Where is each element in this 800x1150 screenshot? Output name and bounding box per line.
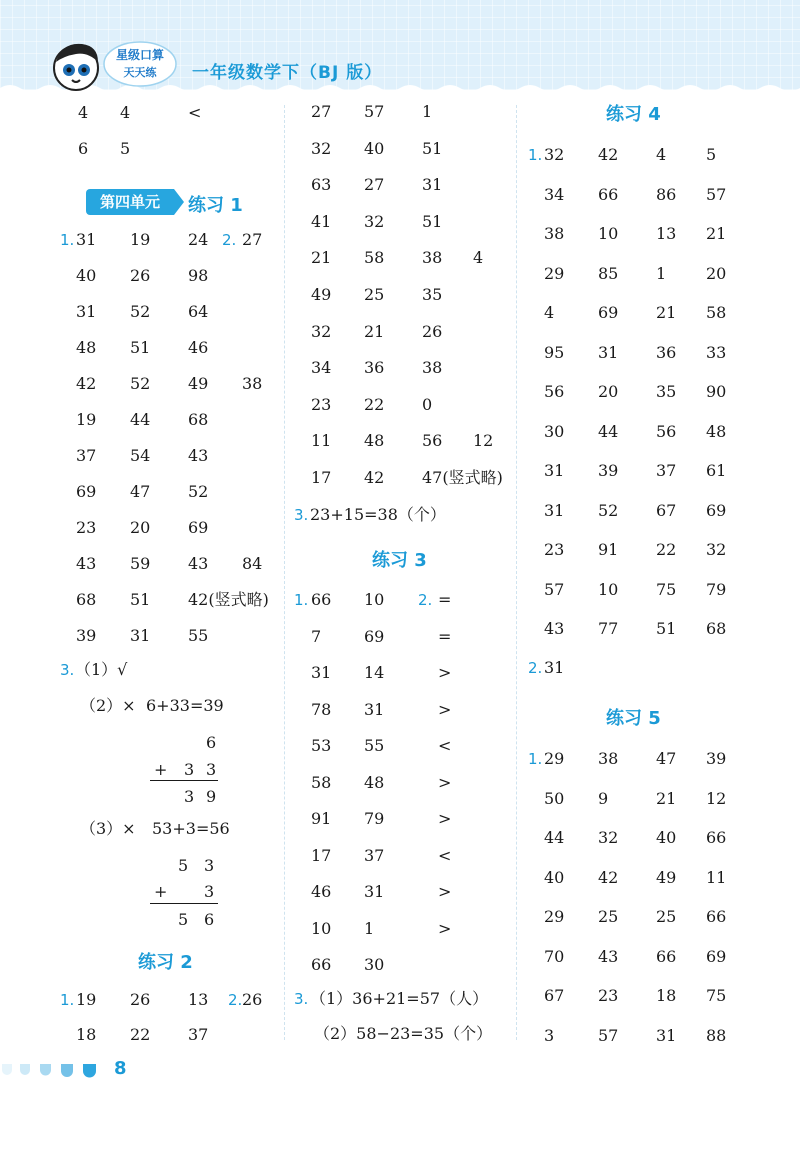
answer-cell: 51 [130, 338, 151, 357]
answer-cell: 13 [656, 224, 677, 243]
page-number: 8 [114, 1058, 127, 1079]
answer-cell: > [438, 772, 452, 792]
answer-cell: 68 [76, 590, 97, 609]
answer-cell: 84 [242, 554, 263, 573]
vertical-digit: 9 [206, 787, 217, 806]
answer-cell: 19 [76, 410, 97, 429]
answer-cell: 55 [188, 626, 209, 645]
answer-cell: 91 [598, 540, 619, 559]
vertical-digit: 3 [184, 787, 195, 806]
answer-cell: 0 [422, 394, 433, 414]
answer-3-1: （1）√ [75, 660, 128, 679]
answer-cell: 48 [364, 431, 385, 451]
exercise-3-title: 练习 3 [372, 550, 427, 571]
vertical-digit: 5 [178, 910, 189, 929]
brand-line1: 星级口算 [115, 48, 164, 62]
answer-cell: 36 [656, 342, 677, 362]
answer-cell: 57 [706, 184, 727, 204]
answer-cell: 18 [656, 986, 677, 1005]
answer-cell: 32 [311, 138, 332, 158]
answer-cell: 10 [311, 918, 332, 938]
answer-cell: 31 [656, 1025, 677, 1045]
answer-cell: 66 [656, 946, 677, 966]
answer-cell: 47 [130, 482, 151, 501]
answer-cell: 95 [544, 342, 565, 362]
answer-cell: 58 [706, 303, 727, 322]
answer-cell: < [438, 736, 452, 755]
brand-badge [100, 38, 180, 90]
answer-cell: 10 [598, 224, 619, 243]
answer-3-3-equation: 53+3=56 [152, 819, 230, 838]
answer-cell: 47 [656, 749, 677, 768]
answer-cell: 50 [544, 788, 565, 808]
answer-cell: 31 [76, 302, 97, 321]
answer-cell: 57 [598, 1025, 619, 1045]
answer-cell: 52 [130, 374, 151, 393]
answer-cell: 25 [364, 285, 385, 304]
vertical-digit: 6 [206, 733, 217, 752]
question-number: 2. [222, 231, 237, 249]
answer-cell: 27 [364, 175, 385, 195]
answer-cell: 53 [311, 736, 332, 755]
answer-cell: 59 [130, 554, 151, 573]
answer-cell: 66 [311, 590, 332, 609]
answer-cell: < [438, 845, 452, 865]
answer-cell: 34 [544, 184, 565, 204]
answer-cell: 10 [364, 590, 385, 609]
answer-cell: 58 [364, 248, 385, 268]
answer-cell: 18 [76, 1025, 97, 1044]
answer-cell: 48 [76, 338, 97, 357]
answer-cell: 51 [656, 619, 677, 638]
answer-cell: 46 [311, 882, 332, 901]
vertical-digit: 5 [178, 856, 189, 875]
answer-cell: 6 [78, 139, 89, 158]
answer-cell: 35 [656, 382, 677, 401]
answer-cell: 69 [188, 518, 209, 537]
question-number: 1. [528, 146, 543, 164]
answer-cell: 14 [364, 663, 385, 682]
answer-cell: 49 [311, 285, 332, 304]
answer-cell: 70 [544, 946, 565, 966]
answer-cell: 68 [188, 410, 209, 429]
answer-cell: 67 [544, 986, 565, 1005]
question-number: 2. [528, 659, 543, 677]
vertical-digit: 6 [204, 910, 215, 929]
answer-cell: 38 [242, 374, 263, 393]
answer-cell: 21 [706, 224, 727, 243]
answer-3-3-1: （1）36+21=57（人） [310, 989, 489, 1008]
answer-cell: 1 [422, 102, 433, 121]
answer-cell: 35 [422, 285, 443, 304]
answer-cell: 19 [130, 230, 151, 249]
question-number: 1. [60, 231, 75, 249]
answer-cell: 44 [544, 828, 565, 847]
vertical-digit: 3 [204, 882, 215, 901]
answer-cell: 68 [706, 619, 727, 638]
answer-cell: 20 [706, 263, 727, 283]
answer-cell: 42 [598, 867, 619, 887]
answer-3-2-mark: （2）× [80, 696, 136, 715]
answer-cell: 9 [598, 788, 609, 808]
answer-cell: 66 [706, 828, 727, 847]
brand-line2: 天天练 [123, 66, 157, 79]
answer-cell: 31 [598, 342, 619, 362]
answer-cell: 34 [311, 358, 332, 378]
sum-line [150, 903, 218, 904]
answer-3-3-2: （2）58−23=35（个） [314, 1024, 493, 1043]
answer-cell: 24 [188, 230, 209, 249]
answer-cell: 20 [130, 518, 151, 537]
answer-cell: 88 [706, 1025, 727, 1045]
answer-cell: 69 [76, 482, 97, 501]
answer-cell: 67 [656, 500, 677, 520]
answer-cell: 55 [364, 736, 385, 755]
answer-cell: 51 [422, 211, 443, 231]
answer-cell: 22 [656, 540, 677, 559]
answer-cell: 75 [706, 986, 727, 1005]
answer-cell: 43 [544, 619, 565, 638]
answer-cell: 27 [311, 102, 332, 121]
answer-cell: > [438, 699, 452, 719]
answer-cell: 91 [311, 809, 332, 828]
answer-cell: 3 [544, 1025, 555, 1045]
answer-cell: 46 [188, 338, 209, 357]
answer-cell: 32 [364, 211, 385, 231]
answer-cell: 79 [706, 579, 727, 599]
answer-cell: 47(竖式略) [422, 468, 503, 487]
answer-cell: 52 [188, 482, 209, 501]
vertical-digit: 3 [184, 760, 195, 779]
answer-cell: 40 [544, 867, 565, 887]
answer-cell: 79 [364, 809, 385, 828]
answer-cell: 12 [473, 431, 494, 451]
answer-cell: 66 [706, 907, 727, 926]
answer-cell: 40 [364, 138, 385, 158]
answer-cell: 49 [656, 867, 677, 887]
answer-cell: 40 [656, 828, 677, 847]
answer-cell: 29 [544, 749, 565, 768]
question-number: 1. [60, 991, 75, 1009]
answer-cell: 17 [311, 845, 332, 865]
answer-cell: 12 [706, 788, 727, 808]
answer-cell: 21 [364, 321, 385, 341]
question-number: 1. [294, 591, 309, 609]
answer-cell: 4 [78, 103, 89, 122]
answer-cell: 58 [311, 772, 332, 792]
answer-cell: 4 [120, 103, 131, 122]
answer-cell: 31 [364, 882, 385, 901]
vertical-operator: + [154, 882, 168, 901]
answer-cell: 42(竖式略) [188, 590, 269, 609]
answer-cell: 44 [130, 410, 151, 429]
answer-cell: 19 [76, 990, 97, 1009]
answer-cell: 43 [188, 554, 209, 573]
answer-cell: 37 [188, 1025, 209, 1044]
answer-cell: 56 [656, 421, 677, 441]
answer-cell: 38 [544, 224, 565, 243]
answer-cell: 26 [242, 990, 263, 1009]
answer-cell: 1 [656, 263, 667, 283]
unit-badge: 第四单元 [86, 189, 174, 215]
answer-cell: 37 [656, 461, 677, 480]
answer-cell: 7 [311, 626, 322, 646]
answer-cell: 66 [598, 184, 619, 204]
answer-cell: 22 [130, 1025, 151, 1044]
answer-cell: > [438, 882, 452, 901]
answer-cell: 69 [598, 303, 619, 322]
answer-cell: 30 [364, 955, 385, 974]
column-divider [284, 105, 285, 1040]
column-divider [516, 105, 517, 1040]
vertical-digit: 3 [206, 760, 217, 779]
exercise-1-title: 练习 1 [188, 195, 243, 216]
answer-cell: 36 [364, 358, 385, 378]
answer-cell: 23 [544, 540, 565, 559]
answer-cell: 21 [311, 248, 332, 268]
answer-3-3-mark: （3）× [80, 819, 136, 838]
answer-cell: 52 [130, 302, 151, 321]
answer-cell: 32 [311, 321, 332, 341]
answer-cell: > [438, 918, 452, 938]
answer-cell: 1 [364, 918, 375, 938]
answer-cell: 31 [544, 500, 565, 520]
answer-cell: 48 [706, 421, 727, 441]
answer-cell: 86 [656, 184, 677, 204]
sum-line [150, 780, 218, 781]
answer-cell: 26 [130, 266, 151, 285]
answer-3-2-equation: 6+33=39 [146, 696, 224, 715]
answer-cell: 11 [311, 431, 332, 451]
answer-cell: 31 [364, 699, 385, 719]
answer-cell: 85 [598, 263, 619, 283]
vertical-operator: + [154, 760, 168, 779]
answer-cell: 69 [706, 500, 727, 520]
answer-cell: 57 [364, 102, 385, 121]
answer-cell: 23 [311, 394, 332, 414]
answer-cell: 56 [422, 431, 443, 451]
answer-cell: 42 [76, 374, 97, 393]
answer-cell: < [188, 103, 202, 122]
answer-cell: 56 [544, 382, 565, 401]
answer-cell: 98 [188, 266, 209, 285]
answer-cell: 37 [364, 845, 385, 865]
answer-cell: 11 [706, 867, 727, 887]
answer-cell: 42 [364, 468, 385, 487]
answer-cell: 49 [188, 374, 209, 393]
answer-cell: 37 [76, 446, 97, 465]
answer-cell: > [438, 663, 452, 682]
answer-cell: 10 [598, 579, 619, 599]
exercise-5-title: 练习 5 [606, 708, 661, 729]
answer-cell: 90 [706, 382, 727, 401]
answer-cell: 31 [76, 230, 97, 249]
answer-cell: 69 [364, 626, 385, 646]
answer-cell: 4 [656, 145, 667, 164]
answer-cell: 39 [706, 749, 727, 768]
answer-cell: 31 [544, 461, 565, 480]
answer-cell: 21 [656, 303, 677, 322]
answer-cell: 5 [706, 145, 717, 164]
answer-cell: 38 [422, 248, 443, 268]
answer-cell: 26 [130, 990, 151, 1009]
answer-cell: 30 [544, 421, 565, 441]
answer-cell: 29 [544, 907, 565, 926]
answer-cell: 21 [656, 788, 677, 808]
answer-cell: 38 [422, 358, 443, 378]
answer-cell: 42 [598, 145, 619, 164]
answer-cell: 51 [130, 590, 151, 609]
answer-cell: 32 [598, 828, 619, 847]
answer-cell: 25 [598, 907, 619, 926]
answer-cell: 41 [311, 211, 332, 231]
answer-cell: 57 [544, 579, 565, 599]
answer-cell: 31 [311, 663, 332, 682]
answer-cell: 23 [76, 518, 97, 537]
exercise-2-title: 练习 2 [138, 952, 193, 973]
answer-cell: 31 [130, 626, 151, 645]
answer-cell: 39 [598, 461, 619, 480]
question-number: 1. [528, 750, 543, 768]
answer-cell: 63 [311, 175, 332, 195]
answer-cell: 25 [656, 907, 677, 926]
answer-cell: 69 [706, 946, 727, 966]
answer-cell: 38 [598, 749, 619, 768]
answer-cell: 52 [598, 500, 619, 520]
answer-cell: 43 [188, 446, 209, 465]
answer-cell: 20 [598, 382, 619, 401]
question-number: 2. [228, 991, 243, 1009]
answer-cell: 33 [706, 342, 727, 362]
answer-cell: = [438, 590, 452, 609]
answer-cell: 13 [188, 990, 209, 1009]
answer-cell: 77 [598, 619, 619, 638]
answer-cell: 66 [311, 955, 332, 974]
answer-cell: 27 [242, 230, 263, 249]
vertical-digit: 3 [204, 856, 215, 875]
answer-cell: 17 [311, 468, 332, 487]
answer-cell: 75 [656, 579, 677, 599]
answer-cell: 43 [76, 554, 97, 573]
mascot-icon [48, 36, 108, 96]
answer-cell: 5 [120, 139, 131, 158]
answer-cell: 4 [544, 303, 555, 322]
answer-cell: 31 [422, 175, 443, 195]
question-number: 2. [418, 591, 433, 609]
answer-cell: 29 [544, 263, 565, 283]
answer-cell: 54 [130, 446, 151, 465]
answer-cell: 23 [598, 986, 619, 1005]
exercise-4-title: 练习 4 [606, 104, 661, 125]
answer-4-2: 31 [544, 658, 565, 677]
answer-cell: 40 [76, 266, 97, 285]
answer-cell: 39 [76, 626, 97, 645]
answer-cell: = [438, 626, 452, 646]
answer-cell: 61 [706, 461, 727, 480]
answer-cell: 22 [364, 394, 385, 414]
answer-2-3: 23+15=38（个） [310, 505, 446, 524]
question-number: 3. [60, 661, 75, 679]
answer-cell: 4 [473, 248, 484, 268]
footer-dots-icon [0, 1062, 110, 1078]
answer-cell: 64 [188, 302, 209, 321]
answer-cell: 32 [706, 540, 727, 559]
answer-cell: 78 [311, 699, 332, 719]
answer-cell: 48 [364, 772, 385, 792]
answer-cell: 32 [544, 145, 565, 164]
answer-cell: 43 [598, 946, 619, 966]
question-number: 3. [294, 506, 309, 524]
answer-cell: 44 [598, 421, 619, 441]
page-title: 一年级数学下（BJ 版） [192, 63, 383, 83]
answer-cell: 51 [422, 138, 443, 158]
answer-cell: > [438, 809, 452, 828]
question-number: 3. [294, 990, 309, 1008]
answer-cell: 26 [422, 321, 443, 341]
